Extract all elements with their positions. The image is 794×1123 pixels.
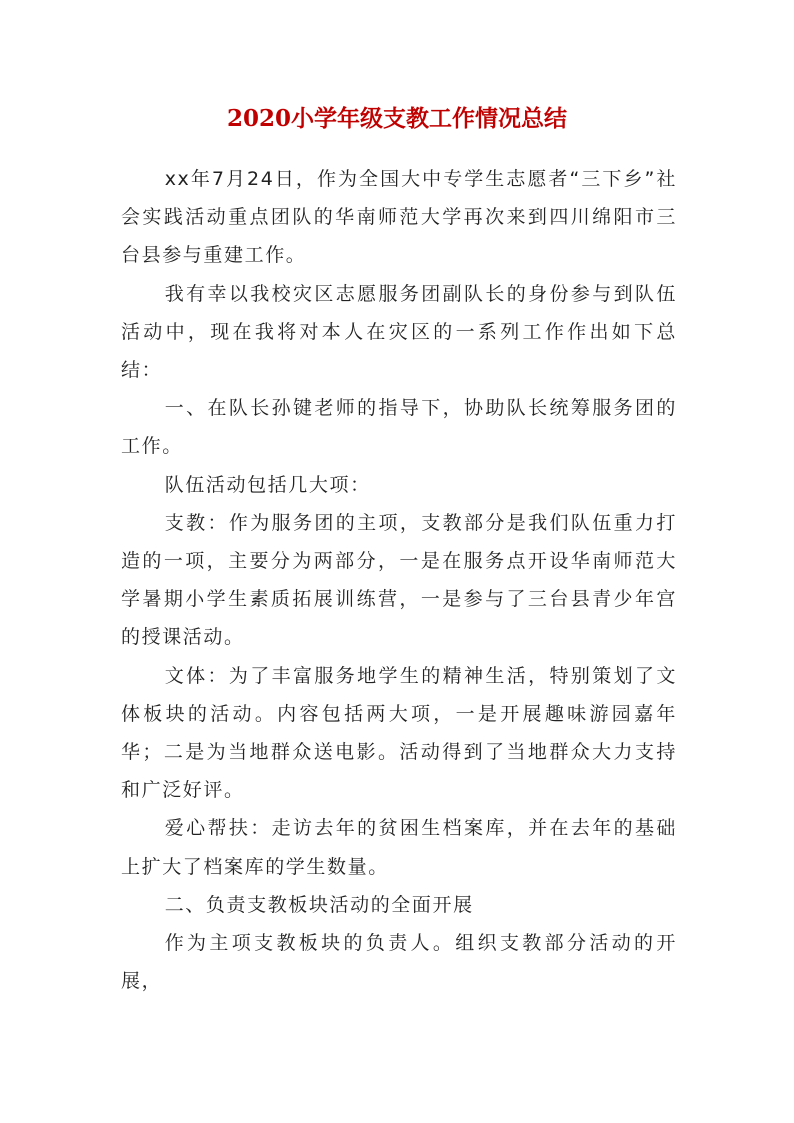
paragraph: 队伍活动包括几大项： [164,473,371,496]
paragraph: 爱心帮扶：走访去年的贫困生档案库，并在去年的基础上扩大了档案库的学生数量。 [121,817,677,878]
paragraph: 二、负责支教板块活动的全面开展 [164,893,474,916]
paragraph: xx年7月24日，作为全国大中专学生志愿者“三下乡”社会实践活动重点团队的华南师范大学再次来到四川绵阳市三台县参与重建工作。 [121,168,677,267]
paragraph: 我有幸以我校灾区志愿服务团副队长的身份参与到队伍活动中，现在我将对本人在灾区的一系列工作作出如下总结： [121,282,677,382]
document-title: 2020小学年级支教工作情况总结 [226,105,567,132]
paragraph: 一、在队长孙键老师的指导下，协助队长统筹服务团的工作。 [121,397,677,458]
document-body [121,160,677,1000]
paragraph: 作为主项支教板块的负责人。组织支教部分活动的开展， [121,932,677,993]
paragraph: 文体：为了丰富服务地学生的精神生活，特别策划了文体板块的活动。内容包括两大项，一是开展趣味游园嘉年华；二是为当地群众送电影。活动得到了当地群众大力支持和广泛好评。 [121,664,677,802]
paragraph: 支教：作为服务团的主项，支教部分是我们队伍重力打造的一项，主要分为两部分，一是在服务点开设华南师范大学暑期小学生素质拓展训练营，一是参与了三台县青少年宫的授课活动。 [121,511,677,649]
